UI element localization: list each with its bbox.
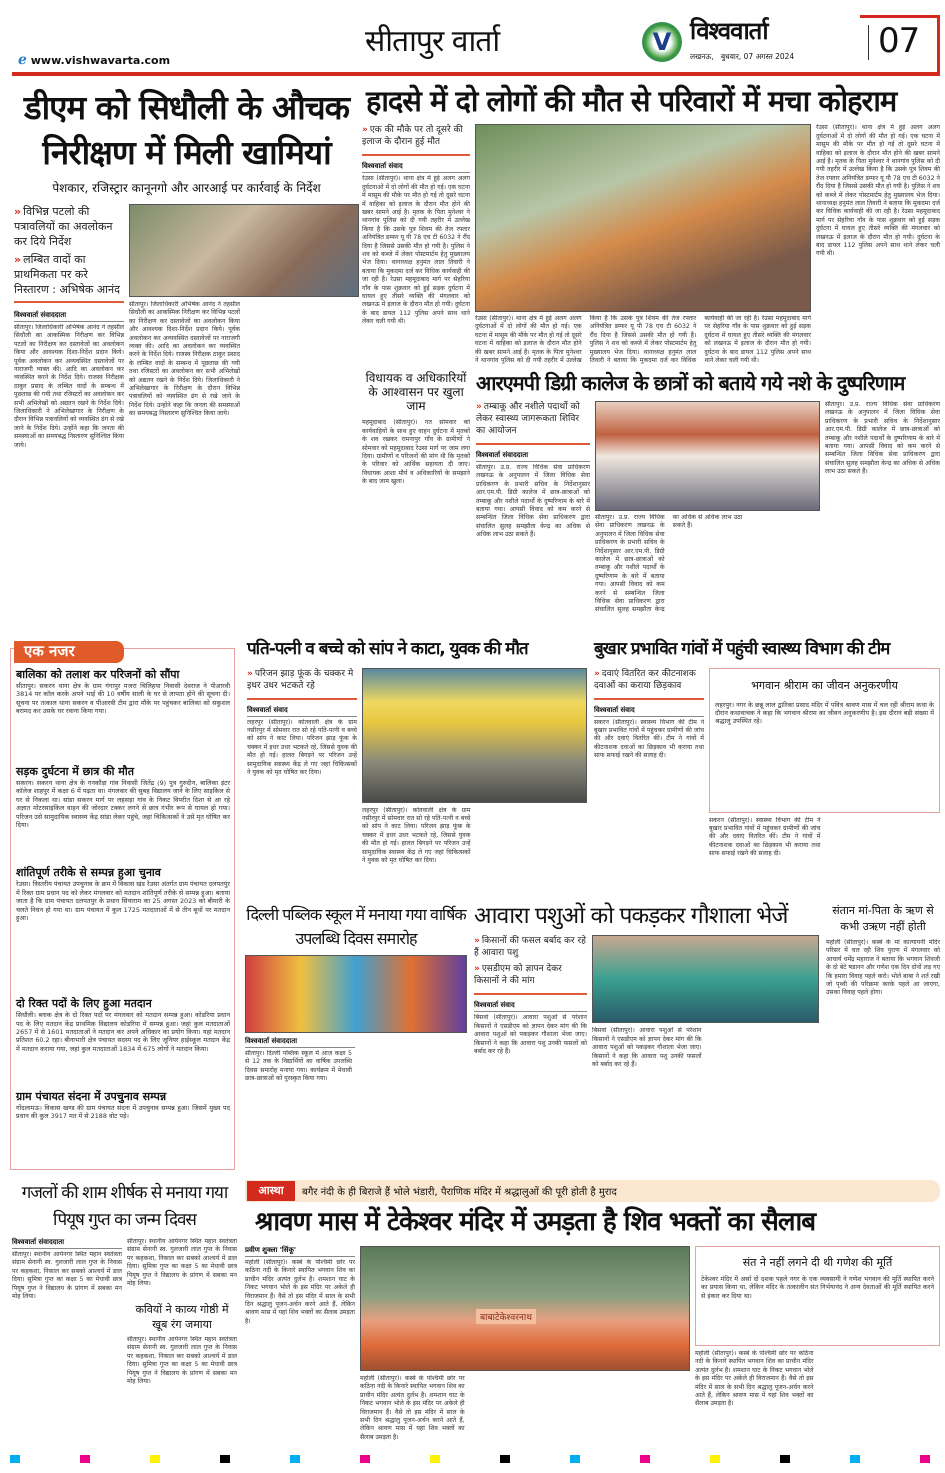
list-item: बालिका को तलाश कर परिजनों को सौंपा सीतापुर। सकरन थाना क्षेत्र के ग्राम गंगापुर मजरा चिलिहया निवासी देवराज ने पीआरवी 3814 पर कॉल करके अपने भाई की 10 वर्षीय साली के घर से लापता होने की सूचना दी। सूचना पर तत्काल थाना सकरन व पीआरवी टीम द्वारा मौके पर पहुंचकर बालिका को सकुशल बरामद कर उसके घर रवाना किया गया।: [16, 668, 230, 716]
story1: [14, 85, 359, 628]
story4-headline: आरएमपी डिग्री कालेज के छात्रों को बताये गये नशे के दुष्परिणाम: [476, 371, 905, 395]
story7-byline: विश्ववार्ता संवाददाता: [245, 1037, 355, 1048]
browser-e-icon: ℯ: [18, 52, 27, 68]
divider: [594, 698, 704, 700]
story6-body-a: सकरन (सीतापुर)। स्वास्थ्य विभाग की टीम ने बुखार प्रभावित गांवों में पहुंचकर ग्रामीणों की जांच की और दवाएं वितरित कीं। टीम ने गांवों में कीटनाशक दवाओं का छिड़काव भी कराया तथा साफ सफाई रखने की सलाह दी।: [594, 718, 704, 760]
bullet: » तम्बाकू और नशीले पदार्थो को लेकर स्वास्थ्य जागरूकता शिविर का आयोजन: [476, 402, 580, 436]
story9: [826, 903, 940, 1171]
ek-nazar-label: एक नजर: [14, 641, 124, 663]
list-item: दो रिक्त पदों के लिए हुआ मतदान सिधौली। ब्लाक क्षेत्र के दो रिक्त पदों पर मंगलवार को मतदान सम्पन्न हुआ। कोडरिया प्रधान पद के लिए मतदान केंद्र प्राथमिक विद्यालय कोडरिया में सम्पन्न हुआ। जहां कुल मतदाताओं 2657 में से 1601 मतदाताओं ने मतदान कर अपने अधिकार का प्रयोग किया। यहां मतदान प्रतिशत 60.2 रहा। बीनाभारी क्षेत्र पंचायत सदस्य पद के लिए जूनियर हाईस्कूल मतदान केंद्र में मतदान कराया गया, जहां कुल मतदाताओं 1834 में 675 लोगों ने मतदान किया।: [16, 997, 230, 1053]
bullet: » एसडीएम को ज्ञापन देकर किसानों ने की मांग: [474, 964, 562, 987]
story8: [474, 903, 819, 1171]
story5-body-a: लहरपुर (सीतापुर)। कोतवाली क्षेत्र के ग्राम नसीरपुर में सोमवार रात सो रहे पति-पत्नी व बच्चे को सांप ने काट लिया। परिजन झाड़ फूंक के चक्कर में इधर उधर भटकते रहे, जिससे युवक की मौत हो गई। हालत बिगड़ने पर परिजन उन्हें सामुदायिक स्वास्थ्य केंद्र ले गए जहां चिकित्सकों ने युवक को मृत घोषित कर दिया।: [247, 718, 357, 776]
story3: [362, 372, 470, 628]
aastha-body-b: महोली (सीतापुर)। कस्बे के पश्चिमी छोर पर कठिना नदी के किनारे स्थापित भगवान शिव का प्राचीन मंदिर अत्यंत दुर्लभ है। शमशान घाट के निकट भगवान भोले के इस मंदिर पर अकेले ही विराजमान हैं। वैसे तो इस मंदिर में साल के सभी दिन श्रद्धालु पूजन-अर्चन करने आते हैं, लेकिन श्रावण मास में यहां शिव भक्तों का सैलाब उमड़ता है।: [360, 1374, 465, 1441]
story1-subhead: पेशकार, रजिस्ट्रार कानूनगो और आरआई पर कार्रवाई के निर्देश: [52, 181, 321, 195]
section-title: सीतापुर वार्ता: [365, 24, 500, 59]
story6: [594, 640, 940, 895]
story2-body-c: रेउसा (सीतापुर)। थाना क्षेत्र में हुई अलग अलग दुर्घटनाओं में दो लोगों की मौत हो गई। एक घटना में मासूम की मौके पर मौत हो गई तो दूसरे घटना में वाहिका को इलाज के दौरान मौत होने की खबर सामने आई है। मृतक के पिता मुनेश्वर ने थानगांव पुलिस को दी गयी तहरीर में उल्लेख किया है कि उसके पुत्र शिवम की तेज रफ्तार अनियंत्रित डम्फर यू पी 78 एच टी 6032 ने रौंद दिया है जिससे उसकी मौत हो गयी है। पुलिस ने शव को कब्जे में लेकर पोस्टमार्टम हेतु मुख्यालय भेज दिया। थानाध्यक्ष हनुमंत लाल तिवारी ने बताया कि मुकदमा दर्ज कर विधिक कार्यवाही की जा रही है। रेउसा महमूदाबाद मार्ग पर सेहरिया गाँव के पास शुक्रवार को हुई सड़क दुर्घटना में घायल हुए तीसरे व्यक्ति की मंगलवार को लखनऊ में इलाज के दौरान मौत हो गयी। दुर्घटना के बाद डायल 112 पुलिस अपने साथ थाने लेकर चली गयी थी।: [816, 124, 940, 258]
story10-body-a: सीतापुर। स्थानीय आर्यनगर स्थित महान स्वतंत्रता संग्राम सेनानी स्व. गुलजारी लाल गुप्त के निवास पर कहकशा, निकाल कर सबको आश्चर्य में डाल दिया। सुमित्रा गुप्त का कक्षा 5 का मेधावी छात्र पियूष गुप्त ने विद्यालय के प्रांगण में सबका मन मोह लिया।: [12, 1251, 122, 1301]
story1-photo: [129, 204, 359, 297]
story8-headline: आवारा पशुओं को पकड़कर गौशाला भेजें: [474, 903, 788, 929]
story7-headline: दिल्ली पब्लिक स्कूल में मनाया गया वार्षिक उपलब्धि दिवस समारोह: [246, 905, 466, 948]
story1-headline: डीएम को सिधौली के औचक निरीक्षण में मिली खामियां: [23, 88, 350, 172]
story8-body-a: बिसवां (सीतापुर)। आवारा पशुओं से परेशान किसानों ने एसडीएम को ज्ञापन देकर मांग की कि आवारा पशुओं को पकड़कर गौशाला भेजा जाए। किसानों ने कहा कि आवारा पशु उनकी फसलों को बर्बाद कर रहे हैं।: [474, 1014, 587, 1056]
divider: [14, 301, 124, 303]
divider: [476, 443, 590, 445]
color-registration-bar: [10, 1455, 935, 1463]
story4-body-c: सीतापुर। उ.प्र. राज्य विधिक सेवा प्राधिकरण लखनऊ के अनुपालन में जिला विधिक सेवा प्राधिकरण के प्रभारी सचिव के निर्देशानुसार आर.एम.पी. डिग्री कालेज में छात्र-छात्राओं को तम्बाकू और नशीले पदार्थों के दुष्परिणाम के बारे में बताया गया। आपसी विवाद को कम करने से सम्बन्धित जिला विधिक सेवा प्राधिकरण द्वारा संचालित सुलह समझौता केन्द्र का अधिक से अधिक लाभ उठा सकते हैं।: [825, 401, 940, 476]
row-7-8-9: [245, 903, 940, 1171]
temple-sign: बाबाटेकेश्वरनाथ: [476, 1309, 536, 1324]
divider: [868, 25, 869, 60]
story10-byline: विश्ववार्ता संवाददाता: [12, 1238, 122, 1249]
story5-headline: पति-पत्नी व बच्चे को सांप ने काटा, युवक की मौत: [247, 639, 528, 659]
story2-body-a: रेउसा (सीतापुर)। थाना क्षेत्र में हुई अलग अलग दुर्घटनाओं में दो लोगों की मौत हो गई। एक घटना में मासूम की मौके पर मौत हो गई तो दूसरे घटना में वाहिका को इलाज के दौरान मौत होने की खबर सामने आई है। मृतक के पिता मुनेश्वर ने थानगांव पुलिस को दी गयी तहरीर में उल्लेख किया है कि उसके पुत्र शिवम की तेज रफ्तार अनियंत्रित डम्फर यू पी 78 एच टी 6032 ने रौंद दिया है जिससे उसकी मौत हो गयी है। पुलिस ने शव को कब्जे में लेकर पोस्टमार्टम हेतु मुख्यालय भेज दिया। थानाध्यक्ष हनुमंत लाल तिवारी ने बताया कि मुकदमा दर्ज कर विधिक कार्यवाही की जा रही है। रेउसा महमूदाबाद मार्ग पर सेहरिया गाँव के पास शुक्रवार को हुई सड़क दुर्घटना में घायल हुए तीसरे व्यक्ति की मंगलवार को लखनऊ में इलाज के दौरान मौत हो गयी। दुर्घटना के बाद डायल 112 पुलिस अपने साथ थाने लेकर चली गयी थी।: [362, 175, 470, 326]
story4-body-b: सीतापुर। उ.प्र. राज्य विधिक सेवा प्राधिकरण लखनऊ के अनुपालन में जिला विधिक सेवा प्राधिकरण के प्रभारी सचिव के निर्देशानुसार आर.एम.पी. डिग्री कालेज में छात्र-छात्राओं को तम्बाकू और नशीले पदार्थों के दुष्परिणाम के बारे में बताया गया। आपसी विवाद को कम करने से सम्बन्धित जिला विधिक सेवा प्राधिकरण द्वारा संचालित सुलह समझौता केन्द्र का अधिक से अधिक लाभ उठा सकते हैं।: [595, 514, 743, 614]
story4-photo: [595, 401, 820, 511]
aastha-body-a: महोली (सीतापुर)। कस्बे के पश्चिमी छोर पर कठिना नदी के किनारे स्थापित भगवान शिव का प्राचीन मंदिर अत्यंत दुर्लभ है। शमशान घाट के निकट भगवान भोले के इस मंदिर पर अकेले ही विराजमान हैं। वैसे तो इस मंदिर में साल के सभी दिन श्रद्धालु पूजन-अर्चन करने आते हैं, लेकिन श्रावण मास में यहां शिव भक्तों का सैलाब उमड़ता है।: [245, 1258, 355, 1325]
story2-photo: [475, 124, 811, 312]
story7: [245, 903, 467, 1171]
list-item: ग्राम पंचायत संदना में उपचुनाव सम्पन्न गोंदलामऊ। विकास खण्ड की ग्राम पंचायत संदना में उपचुनाव सम्पन्न हुआ। जिसमें मुख्य पद प्रधान की कुल 3917 मत में से 2188 वोट पड़े।: [16, 1090, 230, 1121]
byline: विश्ववार्ता संवाद: [247, 706, 357, 717]
story6-body-b: सकरन (सीतापुर)। स्वास्थ्य विभाग की टीम ने बुखार प्रभावित गांवों में पहुंचकर ग्रामीणों की जांच की और दवाएं वितरित कीं। टीम ने गांवों में कीटनाशक दवाओं का छिड़काव भी कराया तथा साफ सफाई रखने की सलाह दी।: [709, 816, 821, 858]
brand-name: विश्ववार्ता: [690, 17, 768, 45]
story5: [247, 640, 587, 895]
story8-body-b: बिसवां (सीतापुर)। आवारा पशुओं से परेशान किसानों ने एसडीएम को ज्ञापन देकर मांग की कि आवारा पशुओं को पकड़कर गौशाला भेजा जाए। किसानों ने कहा कि आवारा पशु उनकी फसलों को बर्बाद कर रहे हैं।: [592, 1027, 702, 1069]
aastha-kicker: बगैर नंदी के ही बिराजे हैं भोले भंडारी, पैराणिक मंदिर में श्रद्धालुओं की पूरी होती है मुराद: [302, 1187, 617, 1198]
bullet: » किसानों की फसल बर्बाद कर रहे हैं आवारा पशु: [474, 936, 586, 959]
story3-body: महमूदाबाद (सीतापुर)। गत सोमवार को कार्यवाहियों के साथ हुए वाहन दुर्घटना में मृतकों के शव रखकर रामनापुर गाँव के ग्रामीणों ने सोमवार को महमूदाबाद रेउसा मार्ग पर जाम लगा दिया। ग्रामीणों व परिजनों की मांग थी कि मृतकों के परिवार को आर्थिक सहायता दी जाए। विधायक आशा मौर्य व अधिकारियों के समझाने के बाद जाम खुला।: [362, 419, 470, 486]
byline: विश्ववार्ता संवाददाता: [476, 451, 590, 462]
story2: [362, 85, 940, 367]
row-5-6: [247, 640, 940, 895]
story6-headline: बुखार प्रभावित गांवों में पहुंची स्वास्थ्य विभाग की टीम: [594, 639, 890, 659]
story7-body: सीतापुर। दिल्ली पब्लिक स्कूल में आज कक्षा 5 से 12 तक के विद्यार्थियों का वार्षिक उपलब्धि दिवस समारोह मनाया गया। कार्यक्रम में मेधावी छात्र-छात्राओं को पुरस्कृत किया गया।: [245, 1050, 352, 1083]
story3-headline: विधायक व अधिकारियों के आश्वासन पर खुला जाम: [365, 371, 467, 413]
story1-body-a: सीतापुर। जिलाधिकारी अभिषेक आनंद ने तहसील सिधौली का आकस्मिक निरीक्षण कर विभिन्न पटलों का निरीक्षण कर दस्तावेजों का अवलोकन किया और आवश्यक दिशा-निर्देश प्रदान किये। पूर्वक अवलोकन कर अव्यवस्थित दस्तावेजों पर नाराजगी व्यक्त की। आदि का अवलोकन कर व्यवस्थित करने के निर्देश दिये। राजस्व निरीक्षक ठाकुर प्रसाद के लम्बित वादों के सम्बन्ध में पूछताछ की गयी तथा रजिस्टरों का अवलोकन कर सभी अभिलेखों को अद्यतन रखने के निर्देश दिये। जिलाधिकारी ने अभिलेखागार के निरीक्षण के दौरान विभिन्न पत्रावलियों को व्यवस्थित ढंग से रखे जाने के निर्देश दिये। उन्होंने कहा कि जनता की समस्याओं का समयबद्ध निस्तारण सुनिश्चित किया जाये।: [14, 324, 124, 449]
bullet: » विभिन्न पटलो की पत्रावलियों का अवलोकन कर दिये निर्देश: [14, 205, 113, 248]
story2-headline: हादसे में दो लोगों की मौत से परिवारों में मचा कोहराम: [366, 84, 897, 118]
divider: [247, 698, 357, 700]
story10-body-c: सीतापुर। स्थानीय आर्यनगर स्थित महान स्वतंत्रता संग्राम सेनानी स्व. गुलजारी लाल गुप्त के निवास पर कहकशा, निकाल कर सबको आश्चर्य में डाल दिया। सुमित्रा गुप्त का कक्षा 5 का मेधावी छात्र पियूष गुप्त ने विद्यालय के प्रांगण में सबका मन मोह लिया।: [127, 1336, 237, 1386]
story10-headline: गजलों की शाम शीर्षक से मनाया गया पियूष गुप्त का जन्म दिवस: [21, 1183, 228, 1230]
box1-body: लहरपुर। नगर के छन्नू लाल द्वारिका प्रसाद मंदिर में पवित्र श्रावण मास में चल रही श्रीराम कथा के दौरान कथावाचक ने कहा कि भगवान श्रीराम का जीवन अनुकरणीय है। इस दौरान बड़ी संख्या में श्रद्धालु उपस्थित रहे।: [715, 700, 934, 726]
aastha-photo: [360, 1246, 690, 1371]
aastha-label: आस्था: [247, 1181, 295, 1201]
aastha-story: [245, 1208, 940, 1445]
bullet: » परिजन झाड़ फूंक के चक्कर मे इधर उधर भटकते रहे: [247, 668, 354, 691]
story10: [12, 1180, 237, 1445]
story9-body: महोली (सीतापुर)। कस्बे के मां कात्यायनी मंदिर परिसर में चल रही शिव पुराण में मंगलवार को आचार्य धर्मेंद्र महाराज ने बताया कि भगवान शिवजी के दो बेटे षडानन और गणेश एक दिन दोनों लड़ गए कि हमारा विवाह पहले करो। भोले बाबा ने शर्त रखी जो पृथ्वी की परिक्रमा करके पहले आ जाएगा, उसका विवाह पहले होगा।: [826, 939, 940, 997]
bullet: » एक की मौके पर तो दूसरे की इलाज के दौरान हुई मौत: [362, 125, 463, 148]
aastha-byline: प्रवीण शुक्ला 'सिंकू': [245, 1246, 355, 1257]
website-url[interactable]: ℯ www.vishwavarta.com: [18, 52, 171, 68]
divider: [362, 154, 470, 156]
story8-photo: [592, 935, 819, 1023]
story5-body-b: लहरपुर (सीतापुर)। कोतवाली क्षेत्र के ग्राम नसीरपुर में सोमवार रात सो रहे पति-पत्नी व बच्चे को सांप ने काट लिया। परिजन झाड़ फूंक के चक्कर में इधर उधर भटकते रहे, जिससे युवक की मौत हो गई। हालत बिगड़ने पर परिजन उन्हें सामुदायिक स्वास्थ्य केंद्र ले गए जहां चिकित्सकों ने युवक को मृत घोषित कर दिया।: [362, 806, 471, 864]
aastha-headline: श्रावण मास में टेकेश्वर मंदिर में उमड़ता है शिव भक्तों का सैलाब: [255, 1207, 816, 1237]
divider: [474, 993, 587, 995]
story4-body-a: सीतापुर। उ.प्र. राज्य विधिक सेवा प्राधिकरण लखनऊ के अनुपालन में जिला विधिक सेवा प्राधिकरण के प्रभारी सचिव के निर्देशानुसार आर.एम.पी. डिग्री कालेज में छात्र-छात्राओं को तम्बाकू और नशीले पदार्थों के दुष्परिणाम के बारे में बताया गया। आपसी विवाद को कम करने से सम्बन्धित जिला विधिक सेवा प्राधिकरण द्वारा संचालित सुलह समझौता केन्द्र का अधिक से अधिक लाभ उठा सकते हैं।: [476, 464, 590, 539]
story9-headline: संतान मां-पिता के ऋण से कभी उऋण नहीं होती: [832, 904, 934, 933]
bullet: » दवाएं वितरित कर कीटनाशक दवाओं का कराया छिड़काव: [594, 668, 696, 691]
box1: [709, 668, 940, 813]
box1-title: भगवान श्रीराम का जीवन अनुकरणीय: [751, 678, 898, 692]
bullet: » लम्बित वादों का प्राथमिकता पर करे निस्तारण : अभिषेक आनंद: [14, 253, 120, 296]
box2-body: टेकेश्वर मंदिर में अर्सा दो दशक पहले नगर के एक व्यवसायी ने गणेश भगवान की मूर्ति स्थापित करने का प्रयास किया था, लेकिन मंदिर के तत्कालीन संत निर्भयानंद ने अन्य देवताओं की मूर्ति स्थापित करने से इंकार कर दिया था।: [701, 1274, 934, 1300]
byline: विश्ववार्ता संवाद: [362, 162, 470, 173]
page-number: 07: [878, 21, 920, 61]
story5-photo: [362, 668, 587, 803]
box2-title: संत ने नहीं लगने दी थी गणेश की मूर्ति: [742, 1255, 893, 1269]
list-item: सड़क दुर्घटना में छात्र की मौत सकरन। सकरन थाना क्षेत्र के गनकौड़ा गांव निवासी जितेंद्र (9) पुत्र गुरुदीन, बालिका इंटर कॉलेज शाहपुर में कक्षा 6 में पढ़ता था। मंगलवार की सुबह विद्यालय जाने के लिए साइकिल से घर से निकला था। सांडा सकरन मार्ग पर लहसड़ा गांव के निकट विपरीत दिशा से आ रहे अज्ञात मोटरसाइकिल वाहन की जोरदार टक्कर लगने से छात्र गंभीर रूप से घायल हो गया। परिजन उसे सामुदायिक स्वास्थ्य केंद्र सांडा लेकर पहुंचे, जहां चिकित्सकों ने उसे मृत घोषित कर दिया।: [16, 765, 230, 830]
byline: विश्ववार्ता संवाद: [594, 706, 704, 717]
byline: विश्ववार्ता संवाद: [474, 1001, 587, 1012]
list-item: शांतिपूर्ण तरीके से सम्पन्न हुआ चुनाव रेउसा। त्रिस्तरीय पंचायत उपचुनाव के क्रम में विकास खंड रेउसा अंतर्गत ग्राम पंचायत दलपतपुर में रिक्त ग्राम प्रधान पद को लेकर मंगलवार को मतदान शांतिपूर्ण तरीके से सम्पन्न हुआ। बताया जाता है कि ग्राम पंचायत दलपतपुर के प्रधान सियाराम का 25 अगस्त 2023 को बीमारी के चलते निधन हो गया था। ग्राम पंचायत में कुल 1725 मतदाताओं में से तीन बूथों पर मतदान हुआ।: [16, 866, 230, 922]
dateline: लखनऊ, बुधवार, 07 अगस्त 2024: [690, 52, 795, 61]
ek-nazar-list: [16, 667, 230, 1165]
box2: [695, 1246, 940, 1346]
story1-byline: विश्ववार्ता संवाददाता: [14, 311, 124, 322]
aastha-body-c: महोली (सीतापुर)। कस्बे के पश्चिमी छोर पर कठिना नदी के किनारे स्थापित भगवान शिव का प्राचीन मंदिर अत्यंत दुर्लभ है। शमशान घाट के निकट भगवान भोले के इस मंदिर पर अकेले ही विराजमान हैं। वैसे तो इस मंदिर में साल के सभी दिन श्रद्धालु पूजन-अर्चन करने आते हैं, लेकिन श्रावण मास में यहां शिव भक्तों का सैलाब उमड़ता है।: [695, 1349, 814, 1408]
story4: [476, 372, 940, 628]
story7-photo: [245, 955, 467, 1033]
brand-logo-icon: V: [642, 22, 682, 62]
story1-body-b: सीतापुर। जिलाधिकारी अभिषेक आनंद ने तहसील सिधौली का आकस्मिक निरीक्षण कर विभिन्न पटलों का निरीक्षण कर दस्तावेजों का अवलोकन किया और आवश्यक दिशा-निर्देश प्रदान किये। पूर्वक अवलोकन कर अव्यवस्थित दस्तावेजों पर नाराजगी व्यक्त की। आदि का अवलोकन कर व्यवस्थित करने के निर्देश दिये। राजस्व निरीक्षक ठाकुर प्रसाद के लम्बित वादों के सम्बन्ध में पूछताछ की गयी तथा रजिस्टरों का अवलोकन कर सभी अभिलेखों को अद्यतन रखने के निर्देश दिये। जिलाधिकारी ने अभिलेखागार के निरीक्षण के दौरान विभिन्न पत्रावलियों को व्यवस्थित ढंग से रखे जाने के निर्देश दिये। उन्होंने कहा कि जनता की समस्याओं का समयबद्ध निस्तारण सुनिश्चित किया जाये।: [129, 301, 240, 418]
header-rule: [12, 72, 940, 76]
row-3-4: [362, 372, 940, 628]
story2-body-b: रेउसा (सीतापुर)। थाना क्षेत्र में हुई अलग अलग दुर्घटनाओं में दो लोगों की मौत हो गई। एक घटना में मासूम की मौके पर मौत हो गई तो दूसरे घटना में वाहिका को इलाज के दौरान मौत होने की खबर सामने आई है। मृतक के पिता मुनेश्वर ने थानगांव पुलिस को दी गयी तहरीर में उल्लेख किया है कि उसके पुत्र शिवम की तेज रफ्तार अनियंत्रित डम्फर यू पी 78 एच टी 6032 ने रौंद दिया है जिससे उसकी मौत हो गयी है। पुलिस ने शव को कब्जे में लेकर पोस्टमार्टम हेतु मुख्यालय भेज दिया। थानाध्यक्ष हनुमंत लाल तिवारी ने बताया कि मुकदमा दर्ज कर विधिक कार्यवाही की जा रही है। रेउसा महमूदाबाद मार्ग पर सेहरिया गाँव के पास शुक्रवार को हुई सड़क दुर्घटना में घायल हुए तीसरे व्यक्ति की मंगलवार को लखनऊ में इलाज के दौरान मौत हो गयी। दुर्घटना के बाद डायल 112 पुलिस अपने साथ थाने लेकर चली गयी थी।: [475, 315, 811, 365]
story10-subhead: कवियों ने काव्य गोष्ठी में खूब रंग जमाया: [135, 1303, 229, 1331]
story10-body-b: सीतापुर। स्थानीय आर्यनगर स्थित महान स्वतंत्रता संग्राम सेनानी स्व. गुलजारी लाल गुप्त के निवास पर कहकशा, निकाल कर सबको आश्चर्य में डाल दिया। सुमित्रा गुप्त का कक्षा 5 का मेधावी छात्र पियूष गुप्त ने विद्यालय के प्रांगण में सबका मन मोह लिया।: [127, 1238, 237, 1288]
